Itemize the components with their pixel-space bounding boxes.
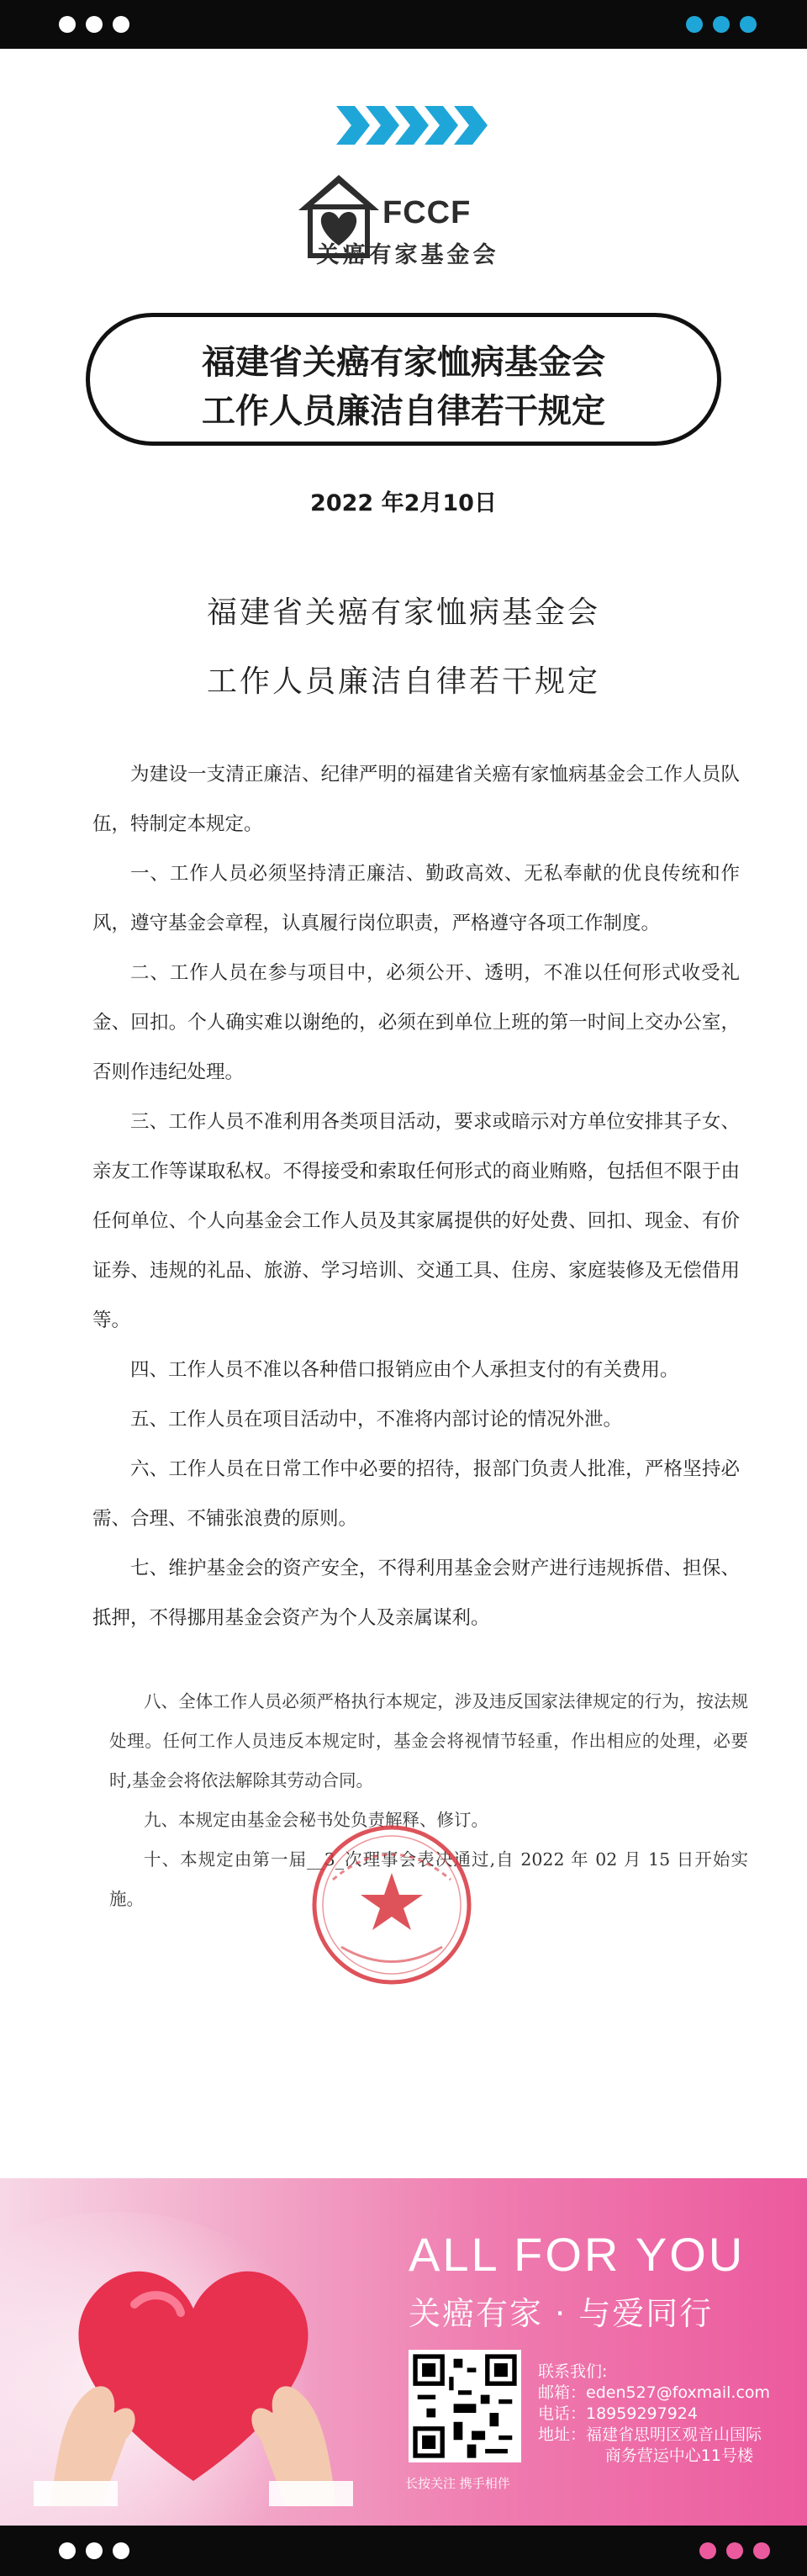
contact-address-line2: 商务营运中心11号楼 (604, 2446, 753, 2465)
paragraph: 七、维护基金会的资产安全，不得利用基金会财产进行违规拆借、担保、抵押，不得挪用基金会资产为个人及亲属谋利。 (92, 1558, 740, 1629)
banner-headline: ALL FOR YOU (409, 2228, 746, 2281)
paragraph: 四、工作人员不准以各种借口报销应由个人承担支付的有关费用。 (130, 1359, 679, 1381)
dot-icon (59, 2542, 76, 2559)
paragraph: 十、本规定由第一届__3_次理事会表决通过,自 2022 年 02 月 15 日开始实施。 (109, 1849, 748, 1909)
doc-title-line2: 工作人员廉洁自律若干规定 (206, 664, 600, 699)
doc-title-line1: 福建省关癌有家恤病基金会 (206, 595, 600, 630)
dot-icon (686, 16, 703, 33)
qr-caption: 长按关注 携手相伴 (405, 2476, 510, 2491)
dot-icon (753, 2542, 770, 2559)
heart-in-hands (34, 2229, 353, 2506)
paragraph: 三、工作人员不准利用各类项目活动，要求或暗示对方单位安排其子女、亲友工作等谋取私权。不得接受和索取任何形式的商业贿赂，包括但不限于由任何单位、个人向基金会工作人员及其家属提供的好处费、回扣、现金、有价证券、违规的礼品、旅游、学习培训、交通工具、住房、家庭装修及无偿借用等。 (92, 1111, 740, 1331)
contact-email: 邮箱：eden527@foxmail.com (538, 2383, 771, 2402)
paragraph: 五、工作人员在项目活动中，不准将内部讨论的情况外泄。 (130, 1409, 623, 1431)
footer-banner (0, 2178, 807, 2526)
qr-code[interactable] (409, 2350, 521, 2462)
dot-icon (59, 16, 76, 33)
paragraph: 一、工作人员必须坚持清正廉洁、勤政高效、无私奉献的优良传统和作风，遵守基金会章程，认真履行岗位职责，严格遵守各项工作制度。 (92, 863, 740, 934)
date: 2022 年2月10日 (310, 490, 497, 516)
dot-icon (740, 16, 757, 33)
paragraph: 八、全体工作人员必须严格执行本规定，涉及违反国家法律规定的行为，按法规处理。任何工作人员违反本规定时，基金会将视情节轻重，作出相应的处理，必要时,基金会将依法解除其劳动合同。 (109, 1691, 748, 1791)
paragraph: 为建设一支清正廉洁、纪律严明的福建省关癌有家恤病基金会工作人员队伍，特制定本规定。 (92, 764, 740, 835)
dot-icon (86, 2542, 103, 2559)
paragraph: 二、工作人员在参与项目中，必须公开、透明，不准以任何形式收受礼金、回扣。个人确实难以谢绝的，必须在到单位上班的第一时间上交办公室，否则作违纪处理。 (92, 962, 740, 1083)
dot-icon (113, 16, 129, 33)
contact-title: 联系我们: (538, 2362, 608, 2381)
banner-slogan: 关癌有家 · 与爱同行 (409, 2295, 714, 2332)
bottom-bar (0, 2526, 807, 2576)
official-seal (308, 1821, 476, 1989)
chevron-right-icon (336, 106, 488, 145)
document-body (92, 750, 740, 1643)
contact-address: 地址：福建省思明区观音山国际 (538, 2425, 762, 2444)
dot-icon (713, 16, 730, 33)
header-title-line2: 工作人员廉洁自律若干规定 (202, 392, 605, 431)
top-bar (0, 0, 807, 49)
paragraph: 六、工作人员在日常工作中必要的招待，报部门负责人批准，严格坚持必需、合理、不铺张浪费的原则。 (92, 1458, 740, 1530)
dot-icon (86, 16, 103, 33)
dot-icon (726, 2542, 743, 2559)
logo-subtitle: 关癌有家基金会 (316, 242, 499, 268)
paragraph: 九、本规定由基金会秘书处负责解释、修订。 (144, 1810, 488, 1830)
dot-icon (113, 2542, 129, 2559)
contact-phone: 电话：18959297924 (538, 2404, 698, 2423)
contact-info (538, 2362, 770, 2467)
dot-icon (699, 2542, 716, 2559)
header-title-line1: 福建省关癌有家恤病基金会 (202, 343, 605, 382)
title-box (86, 313, 721, 446)
logo-text: FCCF (382, 195, 472, 230)
